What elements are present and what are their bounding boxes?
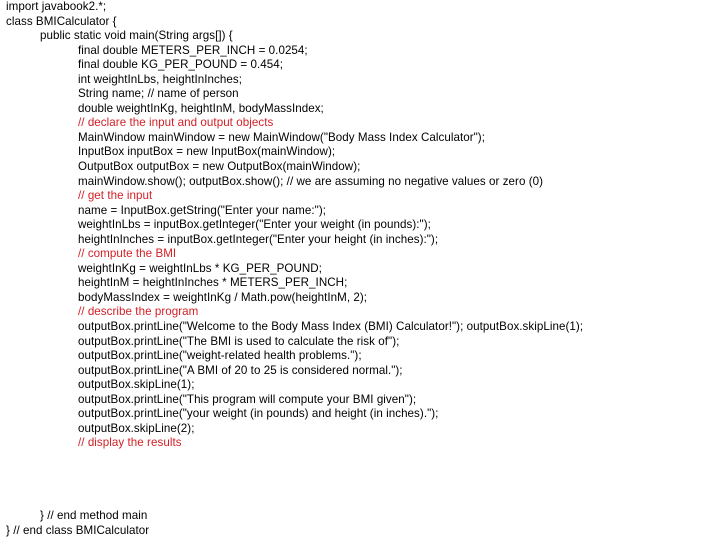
code-line: name = InputBox.getString("Enter your name:"); — [78, 203, 327, 217]
code-line: int weightInLbs, heightInInches; — [78, 72, 243, 86]
code-line: InputBox inputBox = new InputBox(mainWindow); — [78, 145, 336, 159]
code-line: class BMICalculator { — [6, 14, 117, 28]
code-line: OutputBox outputBox = new OutputBox(mainWindow); — [78, 160, 361, 174]
code-line: outputBox.printLine("weight-related health problems."); — [78, 349, 362, 363]
code-line: heightInInches = inputBox.getInteger("Enter your height (in inches):"); — [78, 232, 439, 246]
code-line: outputBox.printLine("A BMI of 20 to 25 is considered normal."); — [78, 363, 403, 377]
code-line: weightInKg = weightInLbs * KG_PER_POUND; — [78, 261, 322, 275]
code-line: } // end method main — [40, 508, 148, 522]
code-line: double weightInKg, heightInM, bodyMassIndex; — [78, 101, 324, 115]
code-line: outputBox.skipLine(2); — [78, 421, 195, 435]
code-line: import javabook2.*; — [6, 0, 107, 13]
code-comment-line: // compute the BMI — [78, 247, 177, 261]
code-line: mainWindow.show(); outputBox.show(); // we are assuming no negative values or zero (0) — [78, 174, 544, 188]
blank-gap — [6, 451, 718, 509]
code-line: final double KG_PER_POUND = 0.454; — [78, 58, 284, 72]
code-listing — [6, 0, 718, 538]
code-line: outputBox.printLine("your weight (in pounds) and height (in inches)."); — [78, 407, 439, 421]
code-line: bodyMassIndex = weightInKg / Math.pow(heightInM, 2); — [78, 290, 368, 304]
code-line: heightInM = heightInInches * METERS_PER_INCH; — [78, 276, 348, 290]
code-comment-line: // declare the input and output objects — [78, 116, 274, 130]
code-comment-line: // get the input — [78, 189, 153, 203]
code-line: } // end class BMICalculator — [6, 523, 150, 537]
code-line: public static void main(String args[]) { — [40, 29, 233, 43]
code-line: outputBox.printLine("The BMI is used to calculate the risk of"); — [78, 334, 400, 348]
code-line: outputBox.printLine("Welcome to the Body Mass Index (BMI) Calculator!"); outputBox.skipLine(1); — [78, 320, 584, 334]
code-line: MainWindow mainWindow = new MainWindow("Body Mass Index Calculator"); — [78, 130, 485, 144]
code-line: String name; // name of person — [78, 87, 239, 101]
code-line: weightInLbs = inputBox.getInteger("Enter your weight (in pounds):"); — [78, 218, 431, 232]
code-comment-line: // describe the program — [78, 305, 199, 319]
code-comment-line: // display the results — [78, 436, 182, 450]
code-line: outputBox.skipLine(1); — [78, 378, 195, 392]
code-line: final double METERS_PER_INCH = 0.0254; — [78, 43, 308, 57]
code-line: outputBox.printLine("This program will compute your BMI given"); — [78, 392, 417, 406]
